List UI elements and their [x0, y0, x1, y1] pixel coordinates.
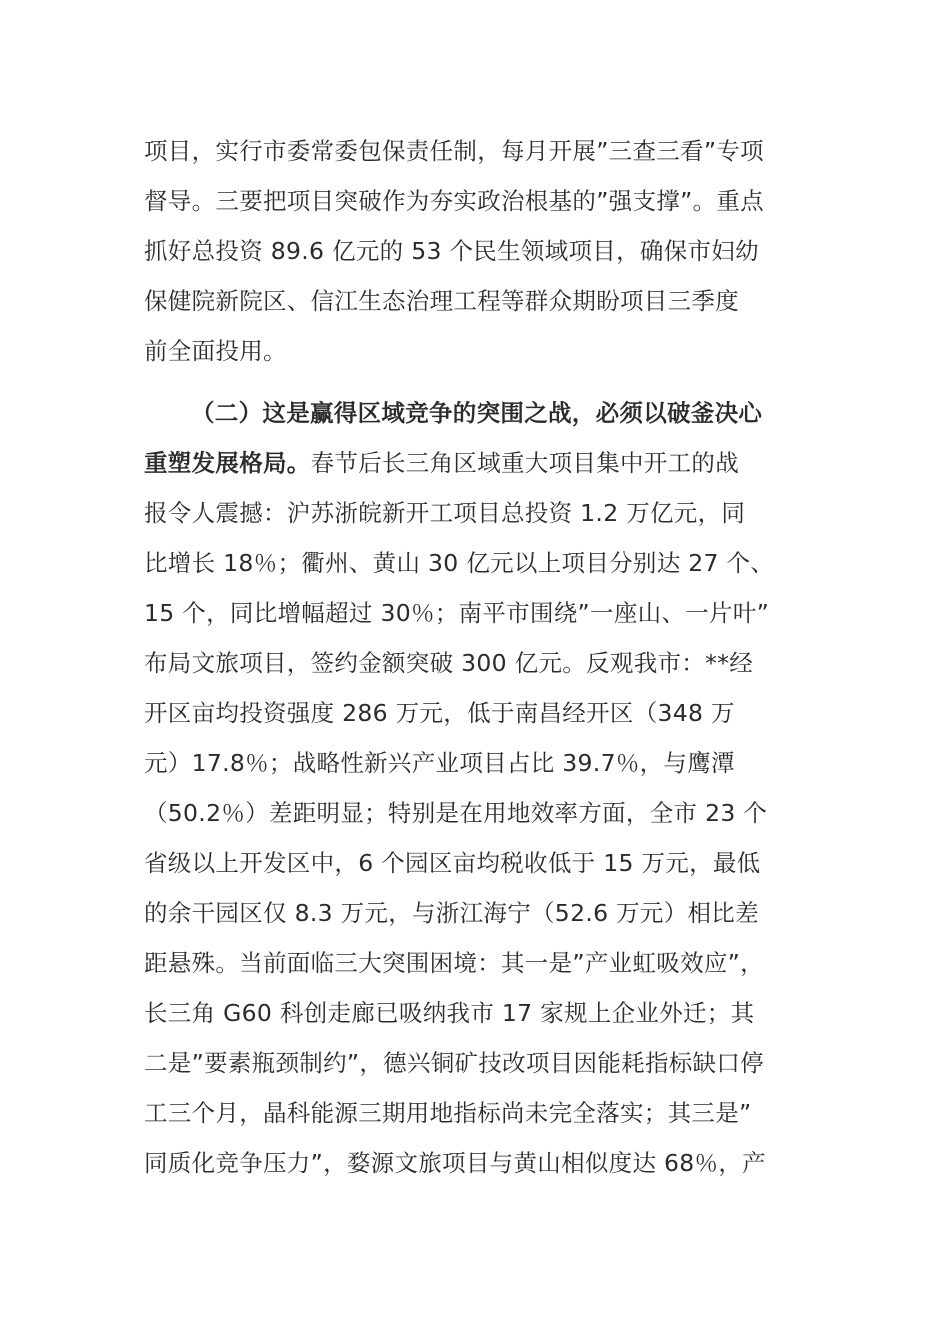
paragraph-line: 督导。三要把项目突破作为夯实政治根基的”强支撑”。重点	[144, 187, 764, 215]
paragraph-line: 省级以上开发区中，6 个园区亩均税收低于 15 万元，最低	[144, 849, 761, 877]
paragraph-line: 工三个月，晶科能源三期用地指标尚未完全落实；其三是”	[144, 1099, 752, 1127]
paragraph-line: （50.2％）差距明显；特别是在用地效率方面，全市 23 个	[144, 799, 768, 827]
paragraph-line	[144, 438, 808, 488]
paragraph-line: 的余干园区仅 8.3 万元，与浙江海宁（52.6 万元）相比差	[144, 899, 759, 927]
paragraph-2	[144, 388, 808, 1188]
paragraph-line: 抓好总投资 89.6 亿元的 53 个民生领域项目，确保市妇幼	[144, 237, 759, 265]
paragraph-line: 布局文旅项目，签约金额突破 300 亿元。反观我市：**经	[144, 649, 753, 677]
section-heading-end: 重塑发展格局。	[144, 449, 311, 477]
paragraph-line: 开区亩均投资强度 286 万元，低于南昌经开区（348 万	[144, 699, 735, 727]
paragraph-line: 长三角 G60 科创走廊已吸纳我市 17 家规上企业外迁；其	[144, 999, 755, 1027]
paragraph-line: 保健院新院区、信江生态治理工程等群众期盼项目三季度	[144, 287, 739, 315]
paragraph-1	[144, 126, 808, 376]
paragraph-line-text: 春节后长三角区域重大项目集中开工的战	[310, 449, 740, 477]
paragraph-line: 比增长 18％；衢州、黄山 30 亿元以上项目分别达 27 个、	[144, 549, 775, 577]
paragraph-line: 同质化竞争压力”，婺源文旅项目与黄山相似度达 68％，产	[144, 1149, 766, 1177]
paragraph-line: 15 个，同比增幅超过 30％；南平市围绕”一座山、一片叶”	[144, 599, 770, 627]
paragraph-line: 前全面投用。	[144, 337, 287, 365]
paragraph-line: 报令人震撼：沪苏浙皖新开工项目总投资 1.2 万亿元，同	[144, 499, 746, 527]
paragraph-line: 二是”要素瓶颈制约”，德兴铜矿技改项目因能耗指标缺口停	[144, 1049, 764, 1077]
paragraph-line: 元）17.8％；战略性新兴产业项目占比 39.7％，与鹰潭	[144, 749, 735, 777]
paragraph-line: 项目，实行市委常委包保责任制，每月开展”三查三看”专项	[144, 137, 764, 165]
paragraph-line: 距悬殊。当前面临三大突围困境：其一是”产业虹吸效应”，	[144, 949, 764, 977]
section-heading: （二）这是赢得区域竞争的突围之战，必须以破釜决心	[191, 399, 763, 427]
